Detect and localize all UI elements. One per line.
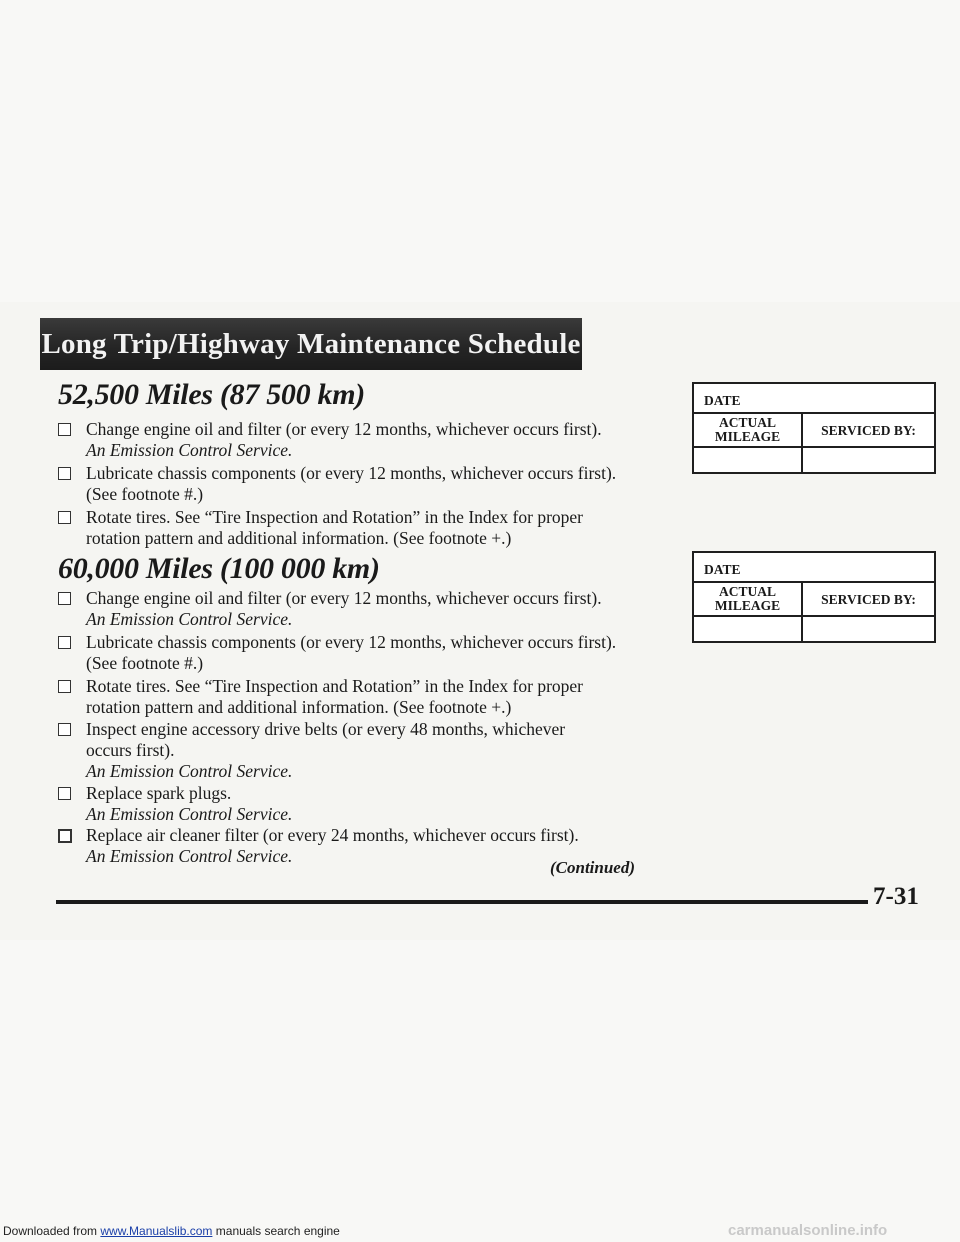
checklist-item — [58, 507, 668, 549]
checklist-item — [58, 588, 668, 630]
checklist-item — [58, 676, 668, 718]
service-record-box — [692, 551, 936, 643]
item-text: Replace spark plugs. — [86, 783, 232, 803]
download-prefix: Downloaded from — [3, 1224, 101, 1238]
checklist-item — [58, 463, 668, 505]
date-label: DATE — [704, 562, 741, 577]
checklist-item — [58, 419, 668, 461]
item-text-continued: rotation pattern and additional information. (See footnote +.) — [86, 528, 512, 548]
actual-mileage-label: ACTUAL MILEAGE — [714, 584, 781, 613]
checkbox[interactable] — [58, 680, 71, 693]
checkbox[interactable] — [58, 636, 71, 649]
manualslib-link[interactable]: www.Manualslib.com — [100, 1224, 213, 1238]
checkbox[interactable] — [58, 467, 71, 480]
item-text-continued: occurs first). — [86, 740, 175, 760]
checklist-item — [58, 632, 668, 674]
serviced-by-label: SERVICED BY: — [821, 592, 916, 607]
checklist-item — [58, 719, 668, 782]
checkbox[interactable] — [58, 423, 71, 436]
footer-rule — [56, 900, 868, 904]
column-divider — [801, 581, 803, 641]
checkbox[interactable] — [58, 829, 72, 843]
checkbox[interactable] — [58, 723, 71, 736]
item-text: Replace air cleaner filter (or every 24 months, whichever occurs first). — [86, 825, 579, 845]
download-suffix: manuals search engine — [212, 1224, 340, 1238]
column-divider — [801, 412, 803, 472]
record-header-row — [694, 412, 934, 448]
page-number: 7-31 — [873, 883, 919, 910]
section-heading-60000: 60,000 Miles (100 000 km) — [58, 552, 380, 585]
serviced-by-label: SERVICED BY: — [821, 423, 916, 438]
checkbox[interactable] — [58, 511, 71, 524]
site-watermark: carmanualsonline.info — [728, 1222, 888, 1239]
item-note: An Emission Control Service. — [86, 440, 293, 460]
item-text: Lubricate chassis components (or every 12 months, whichever occurs first). — [86, 463, 617, 483]
section-heading-52500: 52,500 Miles (87 500 km) — [58, 378, 365, 411]
item-text-continued: (See footnote #.) — [86, 653, 204, 673]
actual-mileage-label: ACTUAL MILEAGE — [714, 415, 781, 444]
item-note: An Emission Control Service. — [86, 846, 293, 866]
item-text: Lubricate chassis components (or every 12 months, whichever occurs first). — [86, 632, 617, 652]
item-text: Inspect engine accessory drive belts (or every 48 months, whichever — [86, 719, 566, 739]
checkbox[interactable] — [58, 787, 71, 800]
item-note: An Emission Control Service. — [86, 609, 293, 629]
checkbox[interactable] — [58, 592, 71, 605]
service-record-box — [692, 382, 936, 474]
record-header-row — [694, 581, 934, 617]
schedule-banner: Long Trip/Highway Maintenance Schedule — [40, 318, 582, 370]
item-note: An Emission Control Service. — [86, 804, 293, 824]
item-text: Change engine oil and filter (or every 12 months, whichever occurs first). — [86, 419, 602, 439]
item-text: Change engine oil and filter (or every 12 months, whichever occurs first). — [86, 588, 602, 608]
continued-label: (Continued) — [550, 858, 636, 877]
item-note: An Emission Control Service. — [86, 761, 293, 781]
date-label: DATE — [704, 393, 741, 408]
download-source-line — [3, 1224, 340, 1238]
item-text: Rotate tires. See “Tire Inspection and Rotation” in the Index for proper — [86, 676, 583, 696]
item-text: Rotate tires. See “Tire Inspection and Rotation” in the Index for proper — [86, 507, 583, 527]
item-text-continued: (See footnote #.) — [86, 484, 204, 504]
checklist-item — [58, 783, 668, 825]
item-text-continued: rotation pattern and additional information. (See footnote +.) — [86, 697, 512, 717]
